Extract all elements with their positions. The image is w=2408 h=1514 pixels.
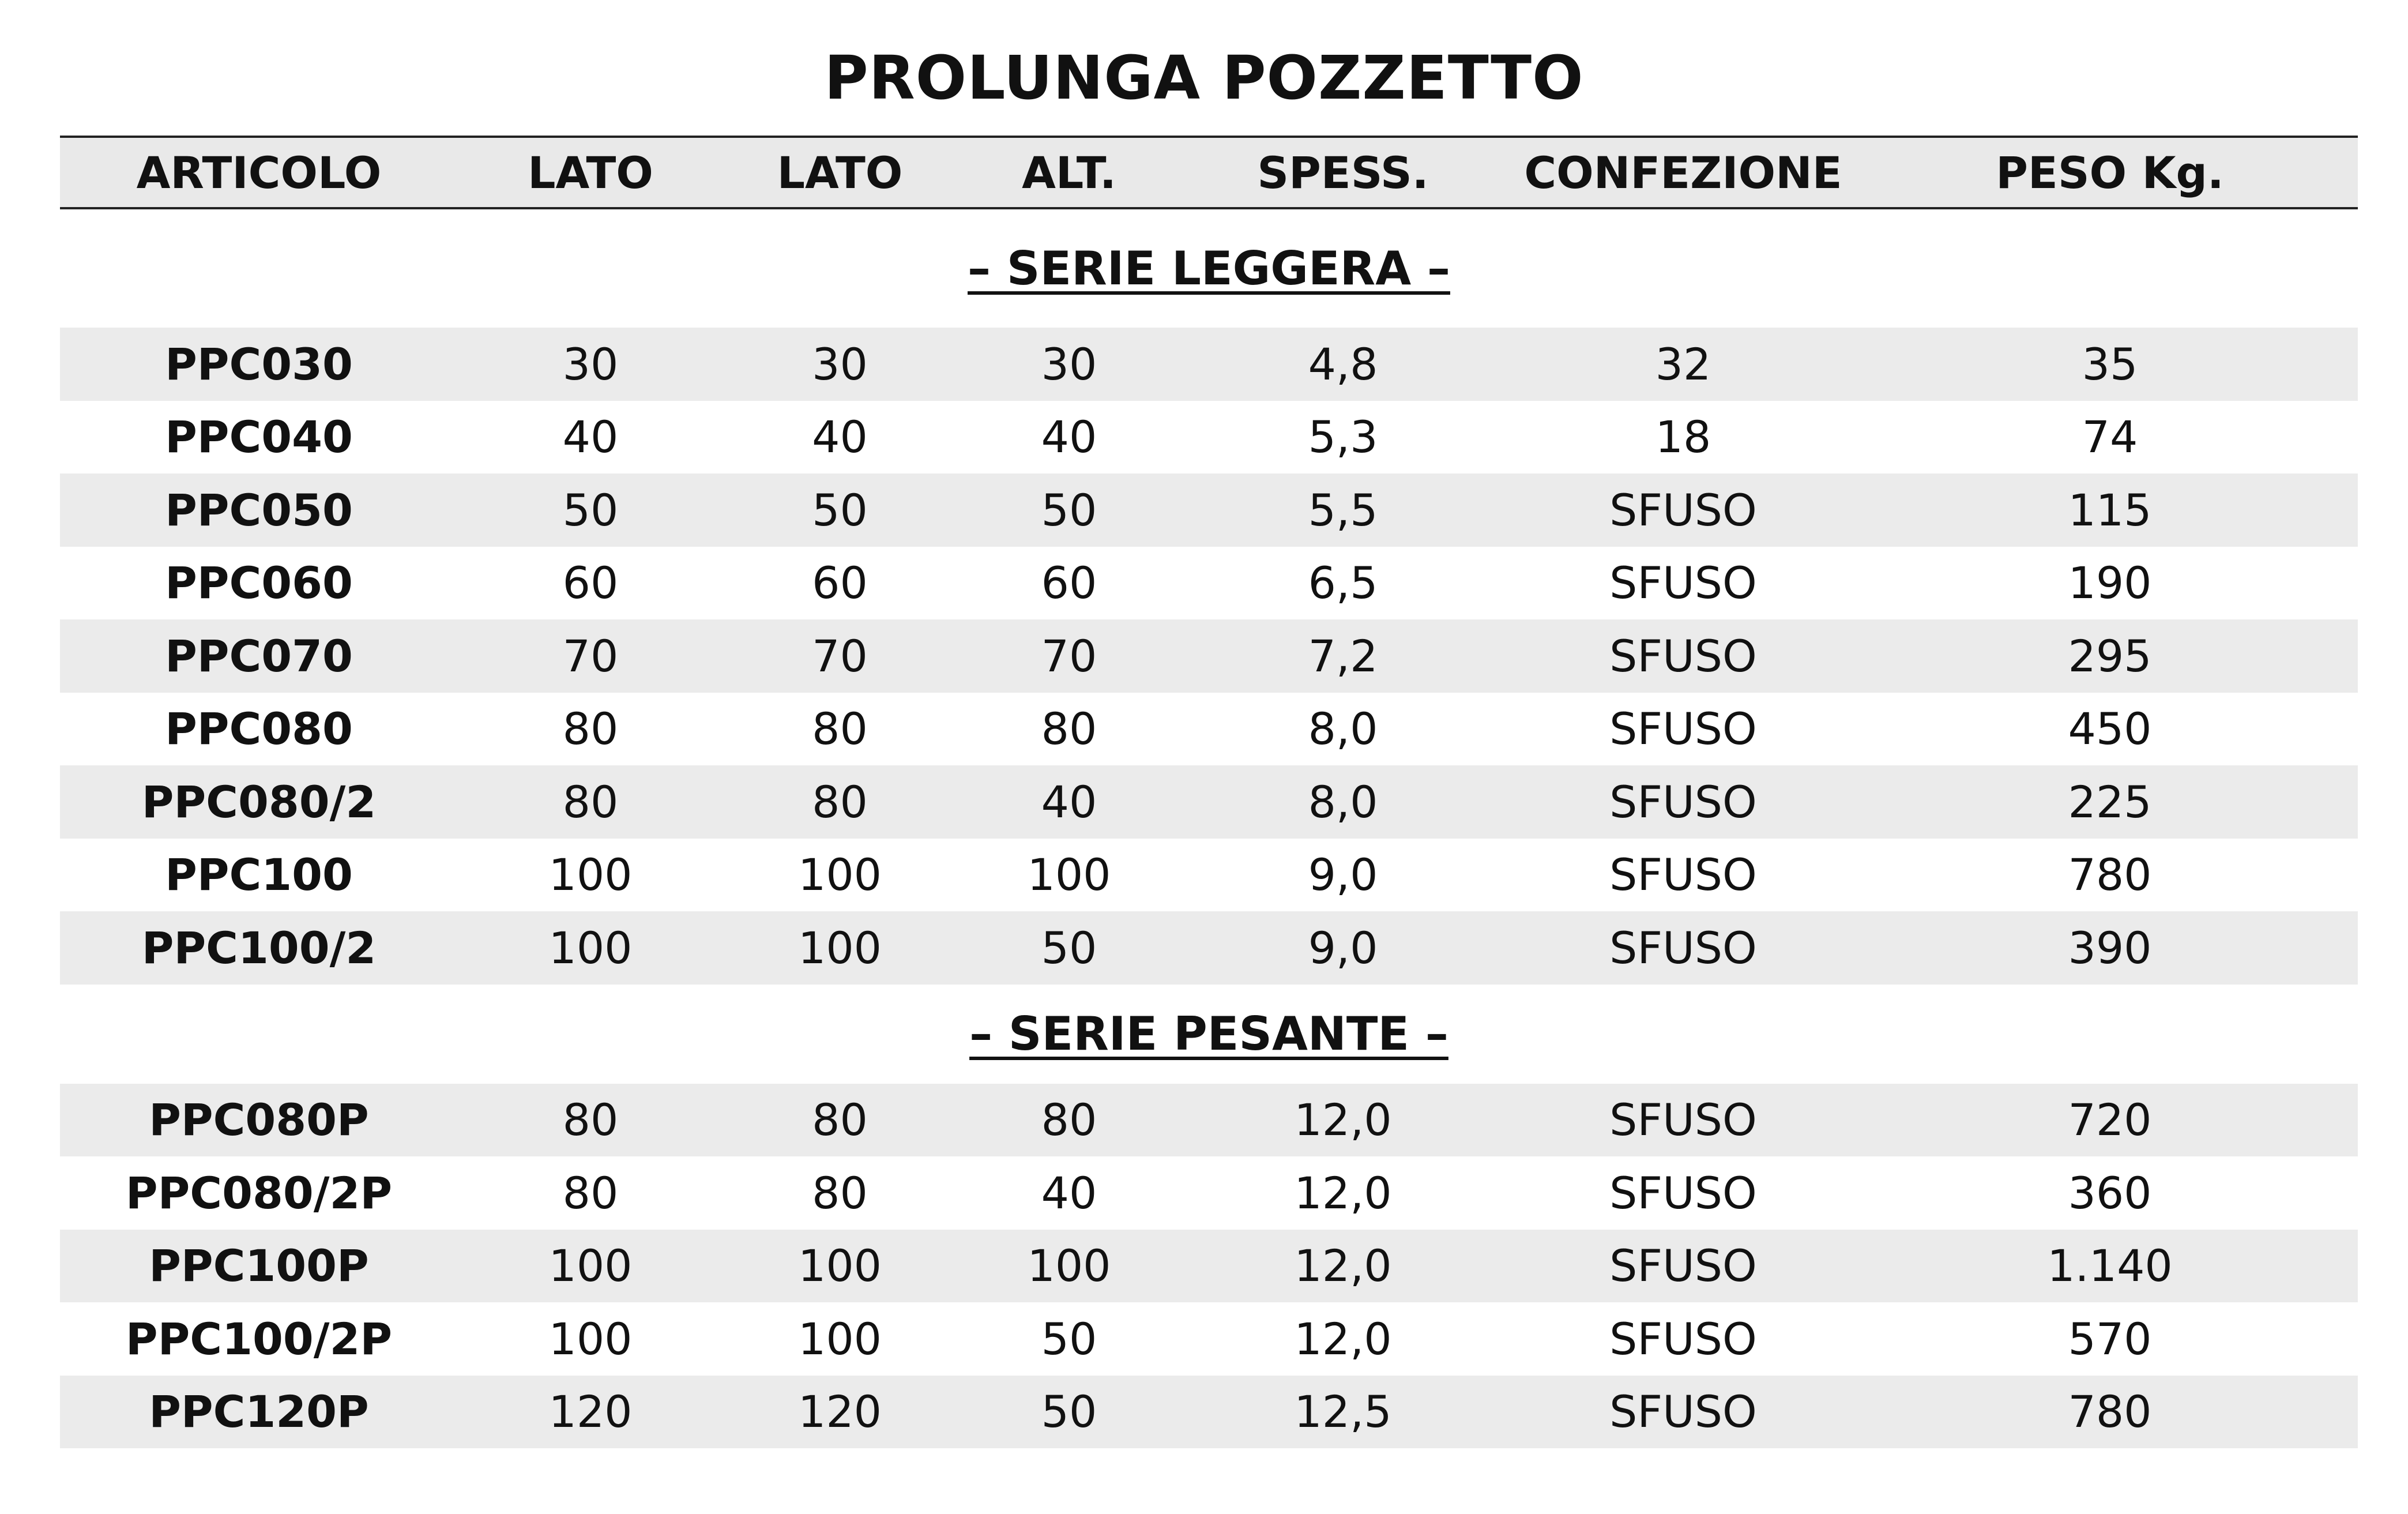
cell-alt: 40: [1041, 411, 1097, 463]
cell-spess: 8,0: [1308, 703, 1378, 755]
cell-alt: 60: [1041, 557, 1097, 609]
cell-articolo: PPC080: [165, 703, 353, 755]
cell-peso: 780: [2068, 849, 2152, 901]
cell-spess: 12,0: [1294, 1167, 1392, 1219]
cell-alt: 80: [1041, 703, 1097, 755]
cell-peso: 74: [2082, 411, 2138, 463]
cell-articolo: PPC080/2P: [125, 1167, 393, 1219]
cell-lato-2: 100: [797, 1240, 882, 1292]
table-row: [60, 547, 2358, 620]
cell-lato-2: 100: [797, 922, 882, 974]
cell-spess: 9,0: [1308, 849, 1378, 901]
cell-lato-1: 120: [548, 1386, 633, 1438]
section-title-serie-leggera: [60, 209, 2358, 328]
cell-spess: 12,0: [1294, 1313, 1392, 1365]
header-spess: SPESS.: [1257, 146, 1429, 198]
cell-peso: 225: [2068, 776, 2152, 828]
cell-alt: 50: [1041, 1386, 1097, 1438]
cell-articolo: PPC050: [165, 484, 353, 536]
table-row: [60, 1084, 2358, 1157]
cell-lato-1: 80: [562, 703, 619, 755]
cell-confezione: SFUSO: [1609, 849, 1757, 901]
cell-confezione: SFUSO: [1609, 1386, 1757, 1438]
cell-confezione: SFUSO: [1609, 484, 1757, 536]
cell-confezione: SFUSO: [1609, 1094, 1757, 1146]
cell-confezione: 18: [1655, 411, 1711, 463]
table-row: [60, 328, 2358, 401]
cell-lato-1: 50: [562, 484, 619, 536]
cell-alt: 50: [1041, 484, 1097, 536]
cell-articolo: PPC100/2: [141, 922, 377, 974]
cell-peso: 1.140: [2047, 1240, 2173, 1292]
cell-confezione: SFUSO: [1609, 1167, 1757, 1219]
cell-articolo: PPC040: [165, 411, 353, 463]
cell-articolo: PPC030: [165, 338, 353, 390]
cell-peso: 720: [2068, 1094, 2152, 1146]
cell-confezione: SFUSO: [1609, 1313, 1757, 1365]
cell-spess: 12,0: [1294, 1240, 1392, 1292]
cell-confezione: SFUSO: [1609, 922, 1757, 974]
cell-confezione: SFUSO: [1609, 630, 1757, 682]
rows-serie-leggera: [60, 328, 2358, 985]
cell-alt: 50: [1041, 1313, 1097, 1365]
cell-articolo: PPC120P: [149, 1386, 369, 1438]
section-label: – SERIE LEGGERA –: [968, 242, 1450, 295]
cell-lato-2: 30: [812, 338, 868, 390]
cell-lato-2: 60: [812, 557, 868, 609]
cell-peso: 115: [2068, 484, 2152, 536]
cell-lato-2: 120: [797, 1386, 882, 1438]
section-title-serie-pesante: [60, 985, 2358, 1084]
header-peso: PESO Kg.: [1996, 146, 2224, 198]
header-confezione: CONFEZIONE: [1524, 146, 1842, 198]
cell-articolo: PPC100/2P: [125, 1313, 393, 1365]
table-row: [60, 474, 2358, 547]
cell-alt: 30: [1041, 338, 1097, 390]
cell-lato-1: 30: [562, 338, 619, 390]
cell-peso: 35: [2082, 338, 2138, 390]
cell-confezione: 32: [1655, 338, 1711, 390]
cell-alt: 80: [1041, 1094, 1097, 1146]
cell-articolo: PPC070: [165, 630, 353, 682]
section-label: – SERIE PESANTE –: [969, 1007, 1448, 1061]
cell-lato-1: 60: [562, 557, 619, 609]
cell-peso: 360: [2068, 1167, 2152, 1219]
page-title: PROLUNGA POZZETTO: [824, 43, 1584, 113]
cell-alt: 50: [1041, 922, 1097, 974]
cell-lato-1: 100: [548, 849, 633, 901]
cell-spess: 7,2: [1308, 630, 1378, 682]
cell-lato-2: 50: [812, 484, 868, 536]
cell-confezione: SFUSO: [1609, 776, 1757, 828]
cell-confezione: SFUSO: [1609, 557, 1757, 609]
cell-alt: 100: [1027, 1240, 1111, 1292]
header-alt: ALT.: [1022, 146, 1116, 198]
cell-articolo: PPC100P: [149, 1240, 369, 1292]
table-row: [60, 765, 2358, 839]
cell-lato-2: 100: [797, 1313, 882, 1365]
cell-articolo: PPC080/2: [141, 776, 377, 828]
cell-spess: 9,0: [1308, 922, 1378, 974]
cell-lato-2: 80: [812, 1094, 868, 1146]
cell-spess: 6,5: [1308, 557, 1378, 609]
table-row: [60, 693, 2358, 766]
table-row: [60, 1376, 2358, 1449]
cell-spess: 12,5: [1294, 1386, 1392, 1438]
cell-lato-1: 100: [548, 1240, 633, 1292]
cell-spess: 12,0: [1294, 1094, 1392, 1146]
cell-confezione: SFUSO: [1609, 1240, 1757, 1292]
cell-lato-1: 80: [562, 1167, 619, 1219]
cell-peso: 450: [2068, 703, 2152, 755]
cell-alt: 40: [1041, 776, 1097, 828]
table-header: [60, 136, 2358, 209]
cell-lato-2: 80: [812, 703, 868, 755]
cell-peso: 780: [2068, 1386, 2152, 1438]
cell-peso: 570: [2068, 1313, 2152, 1365]
cell-lato-2: 80: [812, 1167, 868, 1219]
cell-alt: 40: [1041, 1167, 1097, 1219]
cell-lato-2: 80: [812, 776, 868, 828]
cell-lato-2: 40: [812, 411, 868, 463]
cell-spess: 8,0: [1308, 776, 1378, 828]
cell-alt: 100: [1027, 849, 1111, 901]
table-row: [60, 1156, 2358, 1230]
cell-lato-1: 100: [548, 1313, 633, 1365]
cell-spess: 4,8: [1308, 338, 1378, 390]
table-row: [60, 1230, 2358, 1303]
cell-spess: 5,5: [1308, 484, 1378, 536]
cell-spess: 5,3: [1308, 411, 1378, 463]
cell-peso: 390: [2068, 922, 2152, 974]
cell-confezione: SFUSO: [1609, 703, 1757, 755]
cell-articolo: PPC080P: [149, 1094, 369, 1146]
cell-peso: 190: [2068, 557, 2152, 609]
cell-lato-1: 80: [562, 776, 619, 828]
cell-articolo: PPC060: [165, 557, 353, 609]
cell-alt: 70: [1041, 630, 1097, 682]
cell-lato-2: 100: [797, 849, 882, 901]
product-table: [60, 136, 2358, 1448]
cell-lato-2: 70: [812, 630, 868, 682]
table-row: [60, 839, 2358, 912]
cell-lato-1: 100: [548, 922, 633, 974]
cell-lato-1: 80: [562, 1094, 619, 1146]
table-row: [60, 1302, 2358, 1376]
cell-articolo: PPC100: [165, 849, 353, 901]
cell-lato-1: 70: [562, 630, 619, 682]
header-lato-1: LATO: [528, 146, 653, 198]
header-lato-2: LATO: [777, 146, 903, 198]
cell-peso: 295: [2068, 630, 2152, 682]
table-row: [60, 619, 2358, 693]
table-row: [60, 401, 2358, 474]
cell-lato-1: 40: [562, 411, 619, 463]
rows-serie-pesante: [60, 1084, 2358, 1449]
table-row: [60, 911, 2358, 985]
header-articolo: ARTICOLO: [136, 146, 382, 198]
